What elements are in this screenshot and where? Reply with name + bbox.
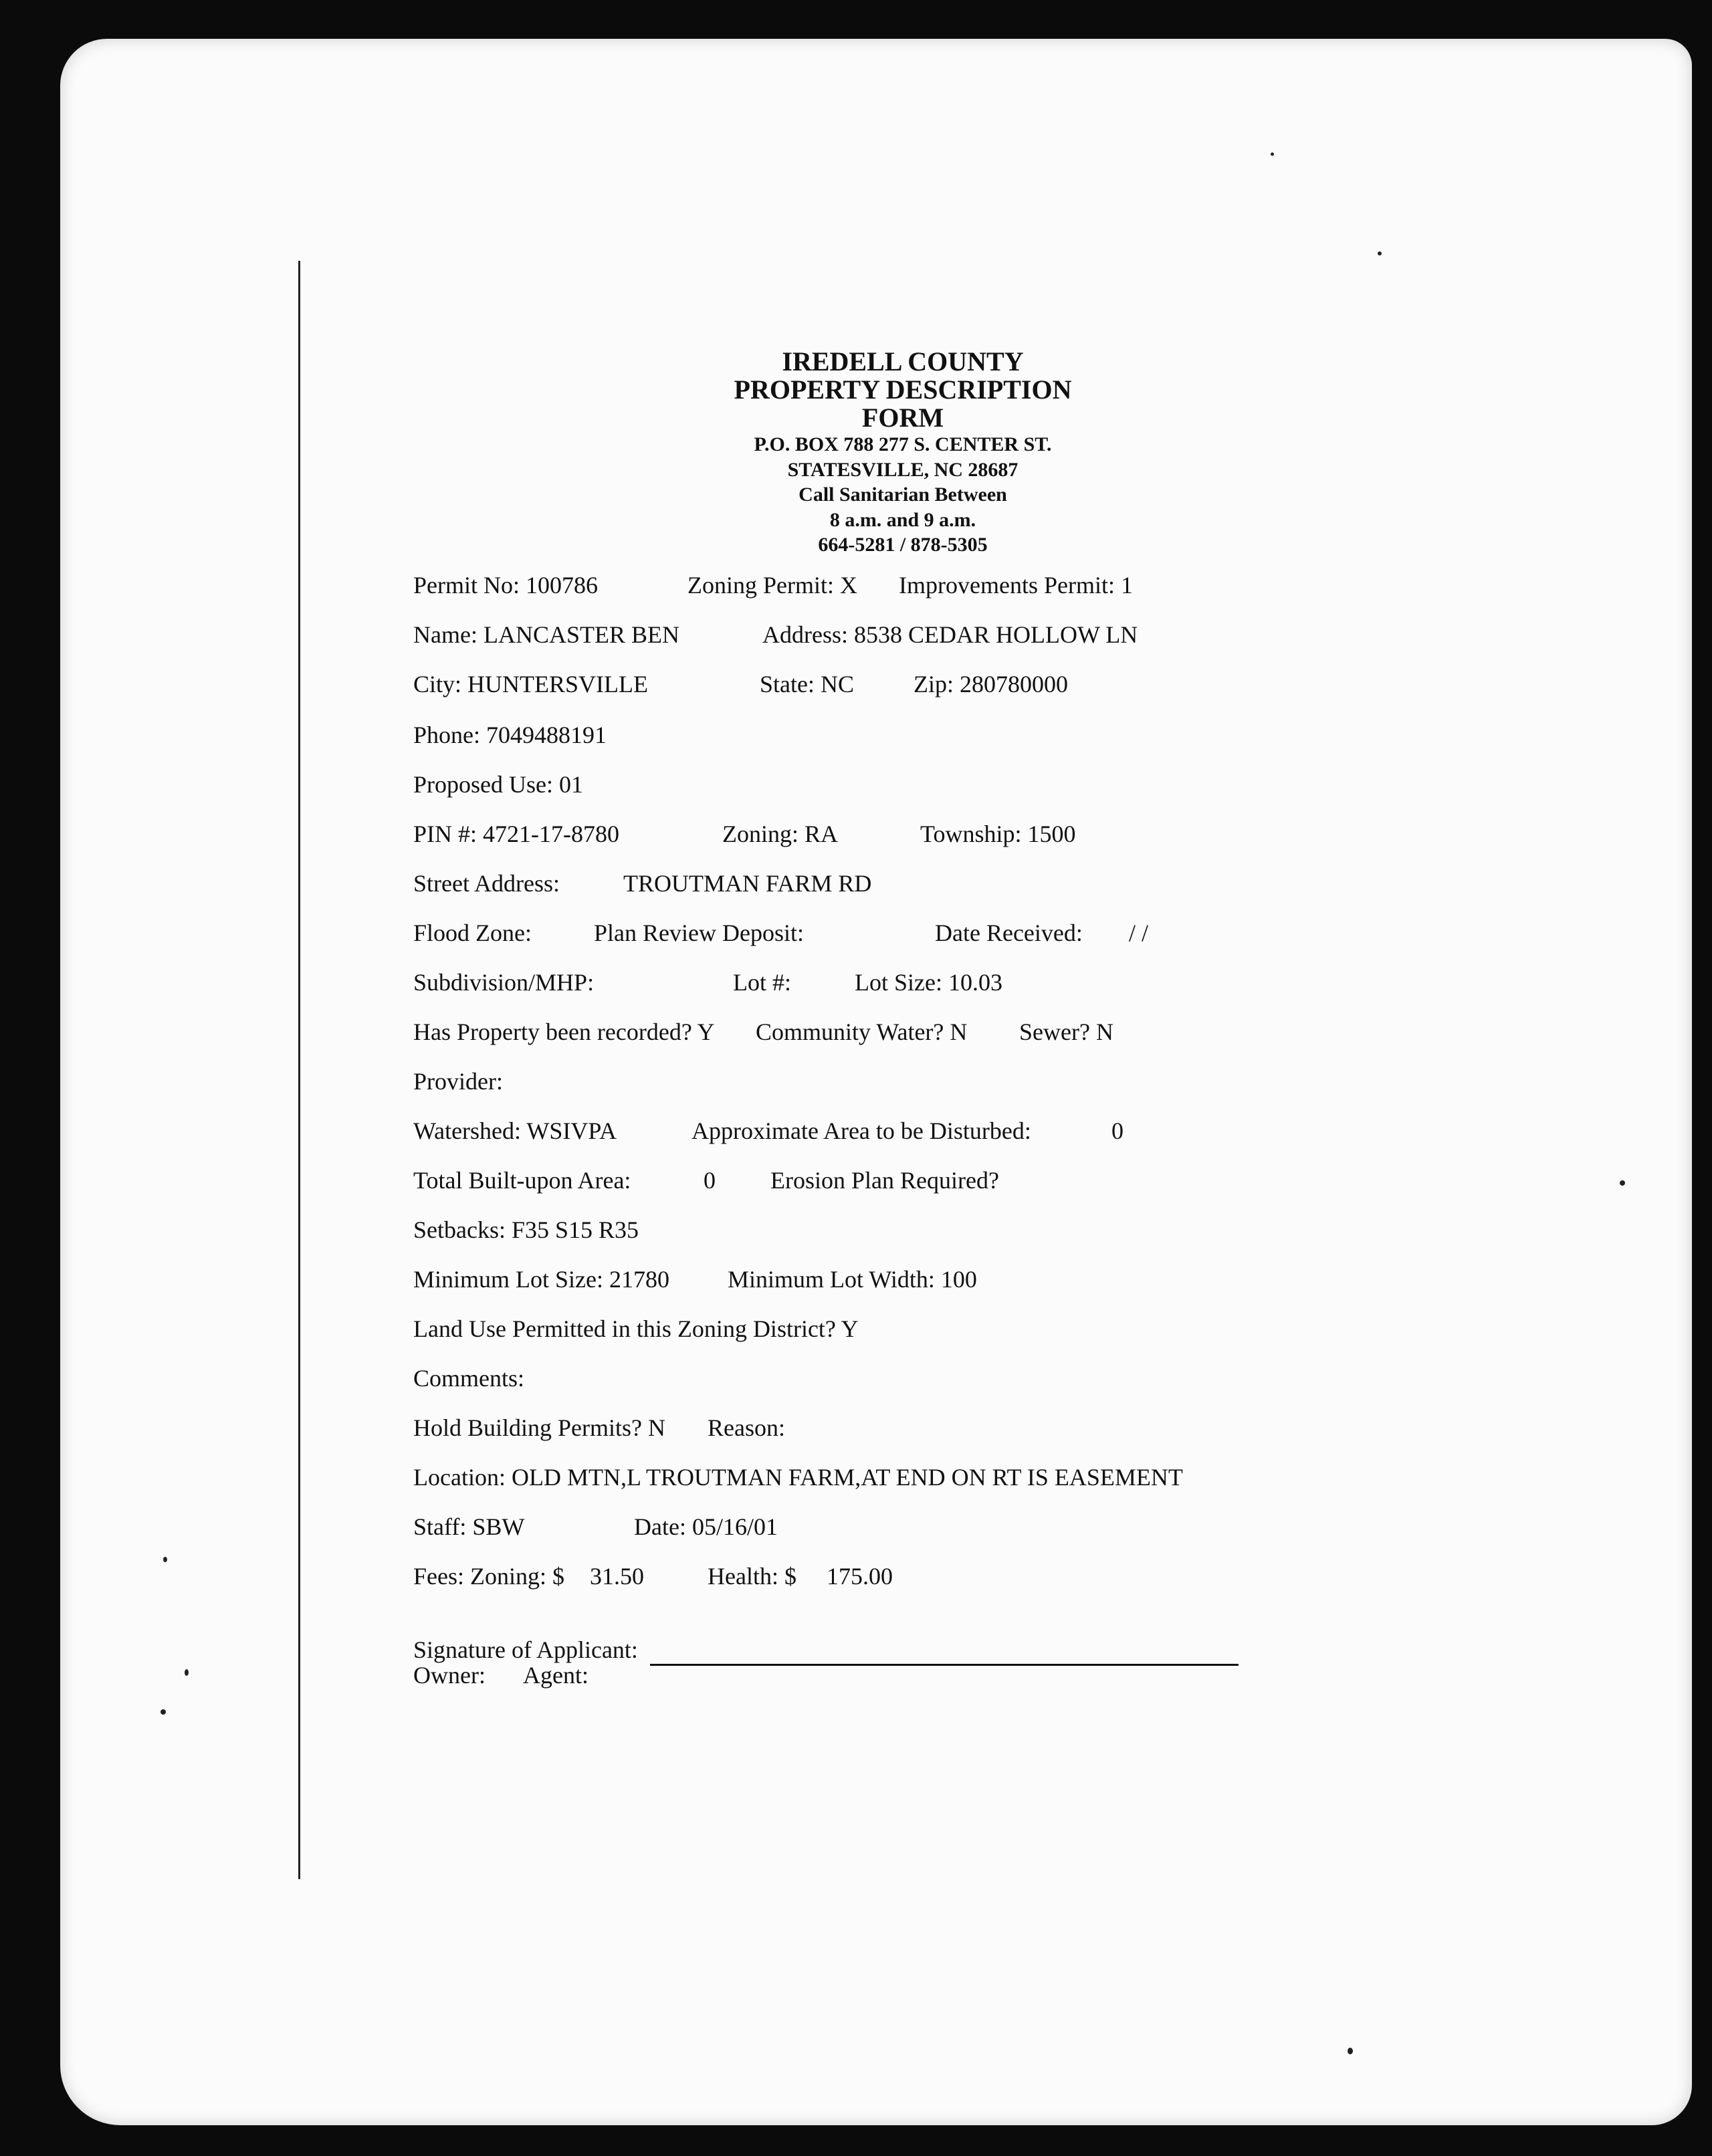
call-hours: 8 a.m. and 9 a.m. xyxy=(829,508,976,531)
left-margin-line xyxy=(298,261,300,1879)
scan-speck xyxy=(1620,1180,1625,1186)
zoning-fee-value: 31.50 xyxy=(590,1563,644,1590)
street-address-label: Street Address: xyxy=(413,870,560,897)
erosion-plan: Erosion Plan Required? xyxy=(770,1167,999,1194)
scan-speck xyxy=(1271,152,1274,156)
health-fee-label: Health: $ xyxy=(708,1563,796,1590)
staff-date: Date: 05/16/01 xyxy=(634,1513,778,1540)
date-received-value: / / xyxy=(1129,920,1149,946)
provider: Provider: xyxy=(413,1068,503,1095)
watershed: Watershed: WSIVPA xyxy=(413,1117,617,1144)
date-received-label: Date Received: xyxy=(935,920,1083,946)
built-upon-area-value: 0 xyxy=(704,1167,716,1194)
sewer: Sewer? N xyxy=(1019,1018,1113,1045)
reason: Reason: xyxy=(708,1414,785,1441)
location: Location: OLD MTN,L TROUTMAN FARM,AT END ON RT IS EASEMENT xyxy=(413,1464,1183,1491)
hold-building-permits: Hold Building Permits? N xyxy=(413,1414,665,1441)
subdivision: Subdivision/MHP: xyxy=(413,969,595,996)
applicant-state: State: NC xyxy=(760,671,854,697)
lot-size: Lot Size: 10.03 xyxy=(855,969,1002,996)
street-address-value: TROUTMAN FARM RD xyxy=(623,870,872,897)
township: Township: 1500 xyxy=(920,821,1076,847)
area-disturbed-value: 0 xyxy=(1111,1117,1124,1144)
comments: Comments: xyxy=(413,1365,525,1392)
pin-number: PIN #: 4721-17-8780 xyxy=(413,821,619,847)
form-title: PROPERTY DESCRIPTION FORM xyxy=(734,374,1072,433)
land-use-permitted: Land Use Permitted in this Zoning District? Y xyxy=(413,1315,859,1342)
owner-label: Owner: xyxy=(413,1662,486,1689)
city-state-zip: STATESVILLE, NC 28687 xyxy=(787,458,1019,481)
applicant-name: Name: LANCASTER BEN xyxy=(413,621,679,648)
scan-speck xyxy=(1348,2048,1353,2054)
applicant-phone: Phone: 7049488191 xyxy=(413,722,607,748)
applicant-address: Address: 8538 CEDAR HOLLOW LN xyxy=(762,621,1138,648)
form-header xyxy=(702,348,1103,558)
signature-label: Signature of Applicant: xyxy=(413,1636,638,1663)
scan-speck xyxy=(1378,251,1382,255)
scan-speck xyxy=(163,1557,167,1562)
applicant-zip: Zip: 280780000 xyxy=(914,671,1068,697)
zoning-code: Zoning: RA xyxy=(722,821,839,847)
scan-speck xyxy=(185,1669,189,1676)
community-water: Community Water? N xyxy=(756,1018,968,1045)
plan-review-deposit: Plan Review Deposit: xyxy=(594,920,804,946)
zoning-permit: Zoning Permit: X xyxy=(687,572,857,599)
mailing-address: P.O. BOX 788 277 S. CENTER ST. xyxy=(754,433,1052,455)
proposed-use: Proposed Use: 01 xyxy=(413,771,583,798)
phone-numbers: 664-5281 / 878-5305 xyxy=(818,534,988,556)
signature-line xyxy=(650,1664,1239,1666)
agent-label: Agent: xyxy=(523,1662,588,1689)
minimum-lot-width: Minimum Lot Width: 100 xyxy=(728,1266,977,1293)
improvements-permit: Improvements Permit: 1 xyxy=(899,572,1133,599)
flood-zone: Flood Zone: xyxy=(413,920,532,946)
property-recorded: Has Property been recorded? Y xyxy=(413,1018,715,1045)
built-upon-area-label: Total Built-upon Area: xyxy=(413,1167,631,1194)
applicant-city: City: HUNTERSVILLE xyxy=(413,671,648,697)
call-instructions: Call Sanitarian Between xyxy=(798,483,1007,506)
staff: Staff: SBW xyxy=(413,1513,525,1540)
scan-speck xyxy=(160,1709,166,1715)
lot-number: Lot #: xyxy=(733,969,791,996)
zoning-fee-label: Fees: Zoning: $ xyxy=(413,1563,564,1590)
health-fee-value: 175.00 xyxy=(827,1563,893,1590)
area-disturbed-label: Approximate Area to be Disturbed: xyxy=(691,1117,1031,1144)
minimum-lot-size: Minimum Lot Size: 21780 xyxy=(413,1266,669,1293)
county-title: IREDELL COUNTY xyxy=(782,346,1024,376)
permit-number: Permit No: 100786 xyxy=(413,572,598,599)
setbacks: Setbacks: F35 S15 R35 xyxy=(413,1216,639,1243)
